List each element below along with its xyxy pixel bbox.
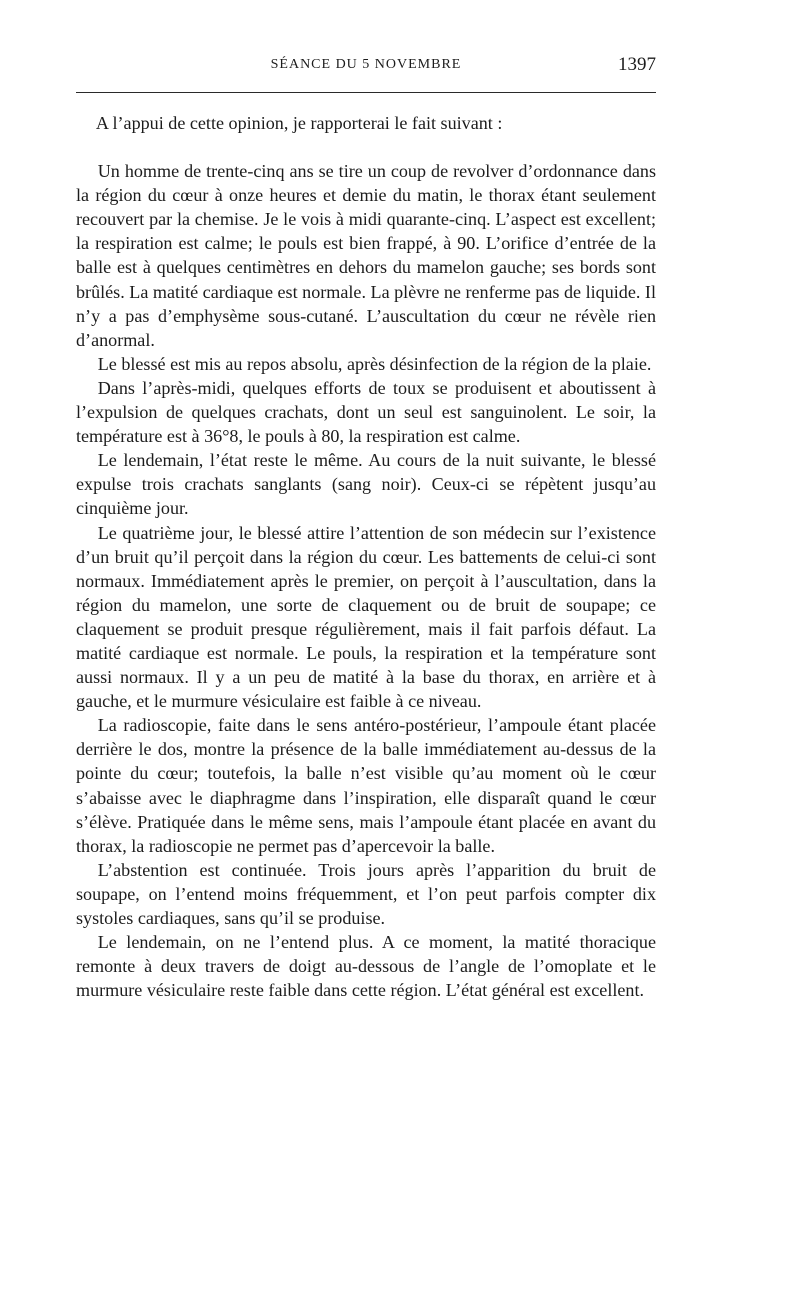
- paragraph: La radioscopie, faite dans le sens antéro-postérieur, l’ampoule étant placée derrière le dos, montre la présence de la balle immédiatement au-dessus de la pointe du cœur; toutefois, la balle n’est visible qu’au moment où le cœur s’abaisse avec le diaphragme dans l’inspiration, elle disparaît quand le cœur s’élève. Pratiquée dans le même sens, mais l’ampoule étant placée en avant du thorax, la radioscopie ne permet pas d’apercevoir la balle.: [76, 715, 656, 856]
- paragraph: Le lendemain, l’état reste le même. Au cours de la nuit suivante, le blessé expulse trois crachats sanglants (sang noir). Ceux-ci se répètent jusqu’au cinquième jour.: [76, 450, 656, 519]
- running-title: SÉANCE DU 5 NOVEMBRE: [270, 57, 462, 72]
- page-header: [76, 54, 656, 78]
- page-number: 1397: [618, 54, 656, 75]
- paragraph: L’abstention est continuée. Trois jours après l’apparition du bruit de soupape, on l’entend moins fréquemment, et l’on peut parfois compter dix systoles cardiaques, sans qu’il se produise.: [76, 859, 656, 928]
- paragraph-intro: A l’appui de cette opinion, je rapporterai le fait suivant :: [95, 113, 503, 133]
- paragraph: Le quatrième jour, le blessé attire l’attention de son médecin sur l’existence d’un bruit qu’il perçoit dans la région du cœur. Les battements de celui-ci sont normaux. Immédiatement après le premier, on perçoit à l’auscultation, dans la région du mamelon, une sorte de claquement ou de bruit de soupape; ce claquement se produit presque régulièrement, mais il fait parfois défaut. La matité cardiaque est normale. Le pouls, la respiration et la température sont aussi normaux. Il y a un peu de matité à la base du thorax, en arrière et à gauche, et le murmure vésiculaire est faible à ce niveau.: [76, 522, 656, 712]
- paragraph: Un homme de trente-cinq ans se tire un coup de revolver d’ordonnance dans la région du cœur à onze heures et demie du matin, le thorax étant seulement recouvert par la chemise. Je le vois à midi quarante-cinq. L’aspect est excellent; la respiration est calme; le pouls est bien frappé, à 90. L’orifice d’entrée de la balle est à quelques centimètres en dehors du mamelon gauche; ses bords sont brûlés. La matité cardiaque est normale. La plèvre ne renferme pas de liquide. Il n’y a pas d’emphysème sous-cutané. L’auscultation du cœur ne révèle rien d’anormal.: [76, 161, 656, 350]
- body-text: [76, 111, 656, 1002]
- paragraph: Le blessé est mis au repos absolu, après désinfection de la région de la plaie.: [97, 353, 652, 374]
- header-rule: [76, 92, 656, 93]
- paragraph: Dans l’après-midi, quelques efforts de toux se produisent et aboutissent à l’expulsion de quelques crachats, dont un seul est sanguinolent. Le soir, la température est à 36°8, le pouls à 80, la respiration est calme.: [76, 377, 656, 447]
- paragraph: Le lendemain, on ne l’entend plus. A ce moment, la matité thoracique remonte à deux travers de doigt au-dessous de l’angle de l’omoplate et le murmure vésiculaire reste faible dans cette région. L’état général est excellent.: [76, 932, 656, 1001]
